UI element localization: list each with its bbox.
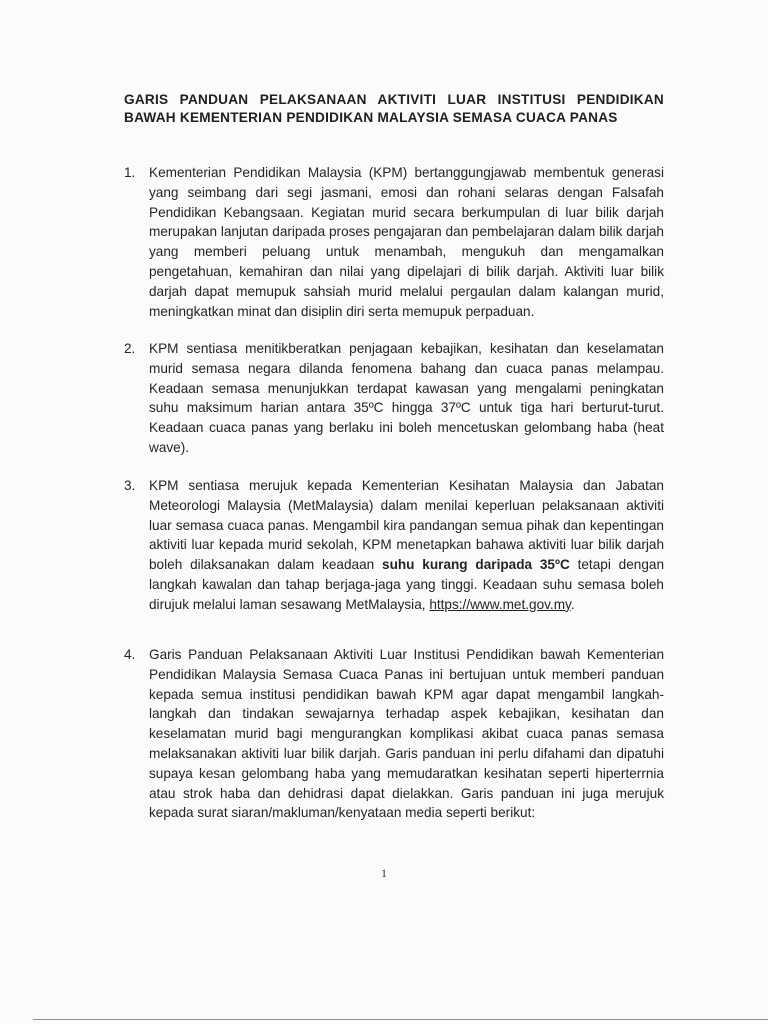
paragraph-2-text: KPM sentiasa menitikberatkan penjagaan kebajikan, kesihatan dan keselamatan murid semasa negara dilanda fenomena bahang dan cuaca panas melampau. Keadaan semasa menunjukkan terdapat kawasan yang mengalami peningkatan suhu maksimum harian antara 35ºC hingga 37ºC untuk tiga hari berturut-turut. Keadaan cuaca panas yang berlaku ini boleh mencetuskan gelombang haba (heat wave).: [149, 341, 664, 455]
paragraph-3-text-after-bold: tetapi dengan langkah kawalan dan tahap berjaga-jaga yang tinggi. Keadaan suhu semasa boleh dirujuk melalui laman sesawang MetMalaysia,: [149, 557, 665, 612]
paragraph-1-number: 1.: [124, 165, 136, 180]
paragraph-2: [124, 339, 664, 458]
paragraph-4: [124, 645, 664, 823]
title-line-2: BAWAH KEMENTERIAN PENDIDIKAN MALAYSIA SEMASA CUACA PANAS: [124, 109, 618, 125]
title-line-1: GARIS PANDUAN PELAKSANAAN AKTIVITI LUAR INSTITUSI PENDIDIKAN: [124, 92, 664, 107]
document-title: [124, 91, 664, 126]
paragraph-1-text: Kementerian Pendidikan Malaysia (KPM) bertanggungjawab membentuk generasi yang seimbang dari segi jasmani, emosi dan rohani selaras dengan Falsafah Pendidikan Kebangsaan. Kegiatan murid secara berkumpulan di luar bilik darjah merupakan lanjutan daripada proses pengajaran dan pembelajaran dalam bilik darjah yang memberi peluang untuk menambah, mengukuh dan mengamalkan pengetahuan, kemahiran dan nilai yang dipelajari di bilik darjah. Aktiviti luar bilik darjah dapat memupuk sahsiah murid melalui pergaulan dalam kalangan murid, meningkatkan minat dan disiplin diri serta memupuk perpaduan.: [149, 165, 664, 319]
paragraph-1: [124, 163, 664, 321]
paragraph-3: [124, 476, 664, 615]
paragraph-2-number: 2.: [124, 341, 136, 356]
page-number: 1: [381, 866, 387, 880]
temperature-threshold: suhu kurang daripada 35ºC: [382, 557, 570, 573]
paragraph-3-number: 3.: [124, 478, 136, 493]
metmalaysia-link[interactable]: https://www.met.gov.my: [429, 596, 571, 612]
paragraph-3-text-before-bold: KPM sentiasa merujuk kepada Kementerian Kesihatan Malaysia dan Jabatan Meteorologi Malaysia (MetMalaysia) dalam menilai keperluan pelaksanaan aktiviti luar semasa cuaca panas. Mengambil kira pandangan semua pihak dan kepentingan aktiviti luar kepada murid sekolah, KPM menetapkan bahawa aktiviti luar bilik darjah boleh dilaksanakan dalam keadaan: [149, 478, 664, 573]
page-bottom-border: [33, 1019, 768, 1020]
paragraph-3-text: [149, 476, 664, 615]
paragraph-4-number: 4.: [124, 647, 136, 662]
paragraph-4-text: Garis Panduan Pelaksanaan Aktiviti Luar Institusi Pendidikan bawah Kementerian Pendidikan Malaysia Semasa Cuaca Panas ini bertujuan untuk memberi panduan kepada semua institusi pendidikan bawah KPM agar dapat mengambil langkah-langkah dan tindakan sewajarnya terhadap aspek kebajikan, kesihatan dan keselamatan murid bagi mengurangkan komplikasi akibat cuaca panas semasa melaksanakan aktiviti luar bilik darjah. Garis panduan ini perlu difahami dan dipatuhi supaya kesan gelombang haba yang memudaratkan kesihatan seperti hiperterrnia atau strok haba dan dehidrasi dapat dielakkan. Garis panduan ini juga merujuk kepada surat siaran/makluman/kenyataan media seperti berikut:: [149, 647, 664, 821]
paragraph-3-ending: .: [570, 596, 575, 612]
